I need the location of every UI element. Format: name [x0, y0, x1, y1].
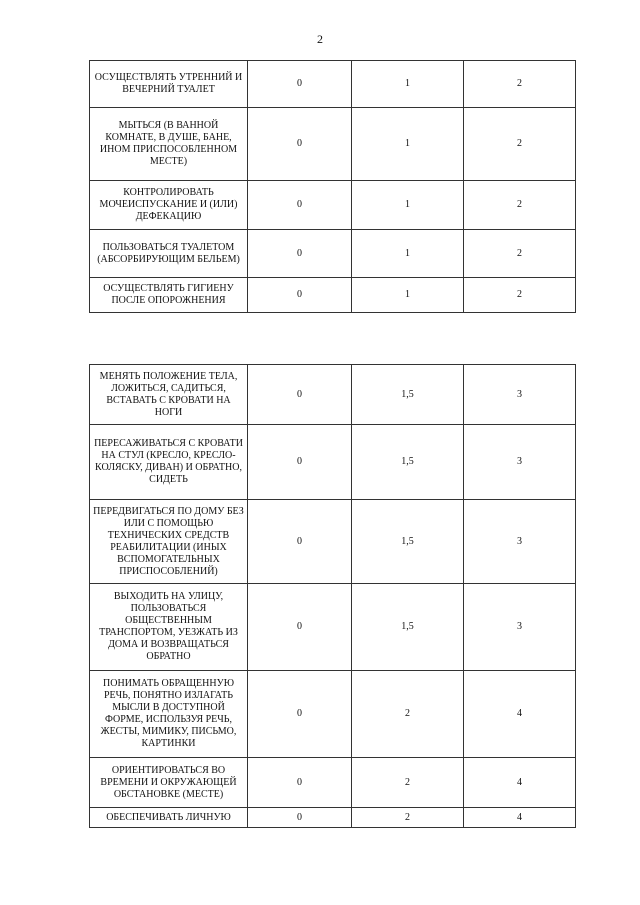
- score-cell: 0: [248, 230, 352, 278]
- page-number: 2: [317, 32, 323, 46]
- score-cell: 3: [464, 425, 576, 500]
- scoring-table-hygiene: [89, 60, 576, 313]
- activity-label: ОСУЩЕСТВЛЯТЬ УТРЕННИЙ И ВЕЧЕРНИЙ ТУАЛЕТ: [90, 61, 248, 108]
- score-cell: 1: [352, 61, 464, 108]
- score-cell: 1: [352, 230, 464, 278]
- score-cell: 1,5: [352, 584, 464, 671]
- score-cell: 2: [464, 278, 576, 313]
- table-row: [90, 230, 576, 278]
- score-cell: 1,5: [352, 500, 464, 584]
- score-cell: 1,5: [352, 365, 464, 425]
- score-cell: 4: [464, 758, 576, 808]
- score-cell: 0: [248, 584, 352, 671]
- score-cell: 2: [464, 108, 576, 181]
- score-cell: 0: [248, 108, 352, 181]
- table-row: [90, 365, 576, 425]
- score-cell: 0: [248, 671, 352, 758]
- score-cell: 0: [248, 61, 352, 108]
- score-cell: 2: [352, 758, 464, 808]
- activity-label: ОСУЩЕСТВЛЯТЬ ГИГИЕНУ ПОСЛЕ ОПОРОЖНЕНИЯ: [90, 278, 248, 313]
- activity-label: МЫТЬСЯ (В ВАННОЙ КОМНАТЕ, В ДУШЕ, БАНЕ, ИНОМ ПРИСПОСОБЛЕННОМ МЕСТЕ): [90, 108, 248, 181]
- score-cell: 3: [464, 365, 576, 425]
- score-cell: 2: [464, 181, 576, 230]
- score-cell: 1: [352, 278, 464, 313]
- activity-label: ПОЛЬЗОВАТЬСЯ ТУАЛЕТОМ (АБСОРБИРУЮЩИМ БЕЛЬЕМ): [90, 230, 248, 278]
- scoring-table-mobility: [89, 364, 576, 828]
- score-cell: 4: [464, 808, 576, 828]
- activity-label: ОБЕСПЕЧИВАТЬ ЛИЧНУЮ: [90, 808, 248, 828]
- score-cell: 0: [248, 808, 352, 828]
- score-cell: 2: [352, 808, 464, 828]
- score-cell: 1: [352, 108, 464, 181]
- activity-label: ПЕРЕДВИГАТЬСЯ ПО ДОМУ БЕЗ ИЛИ С ПОМОЩЬЮ ТЕХНИЧЕСКИХ СРЕДСТВ РЕАБИЛИТАЦИИ (ИНЫХ ВСПОМОГАТЕЛЬНЫХ ПРИСПОСОБЛЕНИЙ): [90, 500, 248, 584]
- score-cell: 4: [464, 671, 576, 758]
- table-row: [90, 808, 576, 828]
- activity-label: МЕНЯТЬ ПОЛОЖЕНИЕ ТЕЛА, ЛОЖИТЬСЯ, САДИТЬСЯ, ВСТАВАТЬ С КРОВАТИ НА НОГИ: [90, 365, 248, 425]
- table-row: [90, 278, 576, 313]
- table-row: [90, 584, 576, 671]
- score-cell: 2: [464, 61, 576, 108]
- score-cell: 2: [352, 671, 464, 758]
- score-cell: 0: [248, 181, 352, 230]
- table-row: [90, 108, 576, 181]
- table-row: [90, 671, 576, 758]
- score-cell: 3: [464, 500, 576, 584]
- score-cell: 1,5: [352, 425, 464, 500]
- score-cell: 0: [248, 365, 352, 425]
- table-row: [90, 758, 576, 808]
- table-row: [90, 500, 576, 584]
- score-cell: 1: [352, 181, 464, 230]
- score-cell: 0: [248, 500, 352, 584]
- score-cell: 2: [464, 230, 576, 278]
- table-row: [90, 181, 576, 230]
- activity-label: ОРИЕНТИРОВАТЬСЯ ВО ВРЕМЕНИ И ОКРУЖАЮЩЕЙ ОБСТАНОВКЕ (МЕСТЕ): [90, 758, 248, 808]
- activity-label: ПЕРЕСАЖИВАТЬСЯ С КРОВАТИ НА СТУЛ (КРЕСЛО, КРЕСЛО-КОЛЯСКУ, ДИВАН) И ОБРАТНО, СИДЕТЬ: [90, 425, 248, 500]
- score-cell: 0: [248, 278, 352, 313]
- table-row: [90, 425, 576, 500]
- activity-label: ВЫХОДИТЬ НА УЛИЦУ, ПОЛЬЗОВАТЬСЯ ОБЩЕСТВЕННЫМ ТРАНСПОРТОМ, УЕЗЖАТЬ ИЗ ДОМА И ВОЗВРАЩАТЬСЯ ОБРАТНО: [90, 584, 248, 671]
- activity-label: ПОНИМАТЬ ОБРАЩЕННУЮ РЕЧЬ, ПОНЯТНО ИЗЛАГАТЬ МЫСЛИ В ДОСТУПНОЙ ФОРМЕ, ИСПОЛЬЗУЯ РЕЧЬ, ЖЕСТЫ, МИМИКУ, ПИСЬМО, КАРТИНКИ: [90, 671, 248, 758]
- activity-label: КОНТРОЛИРОВАТЬ МОЧЕИСПУСКАНИЕ И (ИЛИ) ДЕФЕКАЦИЮ: [90, 181, 248, 230]
- score-cell: 0: [248, 758, 352, 808]
- score-cell: 3: [464, 584, 576, 671]
- table-row: [90, 61, 576, 108]
- score-cell: 0: [248, 425, 352, 500]
